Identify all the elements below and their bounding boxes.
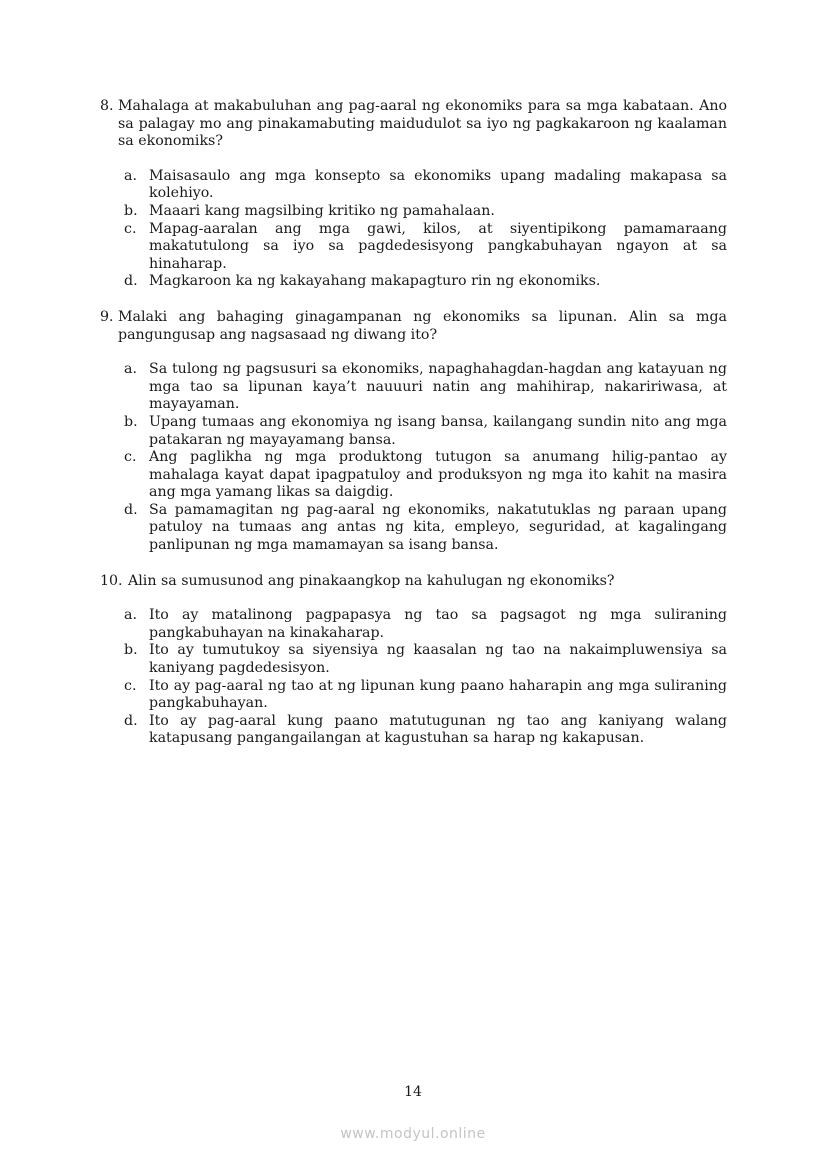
choice-list xyxy=(100,361,727,555)
choice-list xyxy=(100,607,727,748)
question-9 xyxy=(100,309,727,555)
choice-text: Mapag-aaralan ang mga gawi, kilos, at siyentipikong pamamaraang makatutulong sa iyo sa pagdedesisyong pangkabuhayan ngayon at sa hinaharap. xyxy=(149,220,727,272)
choice-text: Maaari kang magsilbing kritiko ng pamahalaan. xyxy=(149,202,495,219)
choice-letter: a. xyxy=(124,361,137,378)
choice-a xyxy=(124,607,727,642)
question-stem xyxy=(100,309,727,344)
question-number: 9. xyxy=(100,308,114,325)
choice-letter: c. xyxy=(124,220,137,237)
choice-letter: a. xyxy=(124,607,137,624)
question-text: Malaki ang bahaging ginagampanan ng ekonomiks sa lipunan. Alin sa mga pangungusap ang nagsasaad ng diwang ito? xyxy=(118,308,727,343)
question-list xyxy=(100,98,727,766)
choice-letter: a. xyxy=(124,167,137,184)
choice-text: Ito ay pag-aaral ng tao at ng lipunan kung paano haharapin ang mga suliraning pangkabuhayan. xyxy=(149,677,727,712)
choice-d xyxy=(124,273,727,291)
question-8 xyxy=(100,98,727,291)
choice-d xyxy=(124,502,727,555)
choice-text: Upang tumaas ang ekonomiya ng isang bansa, kailangang sundin nito ang mga patakaran ng mayayamang bansa. xyxy=(149,413,727,448)
choice-text: Ito ay tumutukoy sa siyensiya ng kaasalan ng tao na nakaimpluwensiya sa kaniyang pagdedesisyon. xyxy=(149,642,727,677)
choice-text: Ito ay matalinong pagpapasya ng tao sa pagsagot ng mga suliraning pangkabuhayan na kinakaharap. xyxy=(149,607,727,641)
question-number: 8. xyxy=(100,98,114,114)
choice-c xyxy=(124,449,727,502)
choice-a xyxy=(124,168,727,203)
choice-letter: d. xyxy=(124,501,138,518)
choice-text: Ang paglikha ng mga produktong tutugon sa anumang hilig-pantao ay mahalaga kayat dapat ipagpatuloy and produksyon ng mga ito kahit na masira ang mga yamang likas sa daigdig. xyxy=(149,449,727,501)
choice-list xyxy=(100,168,727,291)
choice-letter: c. xyxy=(124,449,137,466)
choice-d xyxy=(124,713,727,748)
choice-text: Sa tulong ng pagsusuri sa ekonomiks, napaghahagdan-hagdan ang katayuan ng mga tao sa lipunan kaya’t nauuuri natin ang mahihirap, nakaririwasa, at mayayaman. xyxy=(149,361,727,413)
choice-a xyxy=(124,361,727,414)
choice-letter: c. xyxy=(124,677,137,694)
choice-letter: d. xyxy=(124,273,138,290)
question-stem xyxy=(100,573,727,591)
choice-b xyxy=(124,642,727,677)
choice-text: Maisasaulo ang mga konsepto sa ekonomiks upang madaling makapasa sa kolehiyo. xyxy=(149,167,727,202)
question-stem xyxy=(100,98,727,151)
choice-letter: b. xyxy=(124,413,138,430)
question-text: Alin sa sumusunod ang pinakaangkop na kahulugan ng ekonomiks? xyxy=(128,572,615,589)
choice-letter: b. xyxy=(124,642,138,659)
watermark: www.modyul.online xyxy=(340,1126,486,1142)
choice-letter: b. xyxy=(124,202,138,219)
choice-text: Magkaroon ka ng kakayahang makapagturo rin ng ekonomiks. xyxy=(149,273,601,290)
choice-text: Sa pamamagitan ng pag-aaral ng ekonomiks, nakatutuklas ng paraan upang patuloy na tumaas ang antas ng kita, empleyo, seguridad, at kagalingang panlipunan ng mga mamamayan sa isang bansa. xyxy=(149,501,727,554)
question-text: Mahalaga at makabuluhan ang pag-aaral ng ekonomiks para sa mga kabataan. Ano sa palagay mo ang pinakamabuting maidudulot sa iyo ng pagkakaroon ng kaalaman sa ekonomiks? xyxy=(118,98,727,150)
choice-c xyxy=(124,678,727,713)
choice-b xyxy=(124,203,727,221)
choice-letter: d. xyxy=(124,712,138,729)
choice-text: Ito ay pag-aaral kung paano matutugunan ng tao ang kaniyang walang katapusang pangangailangan at kagustuhan sa harap ng kakapusan. xyxy=(149,712,727,747)
question-number: 10. xyxy=(100,572,123,589)
choice-b xyxy=(124,414,727,449)
question-10 xyxy=(100,573,727,748)
choice-c xyxy=(124,221,727,274)
page-number: 14 xyxy=(404,1084,422,1100)
